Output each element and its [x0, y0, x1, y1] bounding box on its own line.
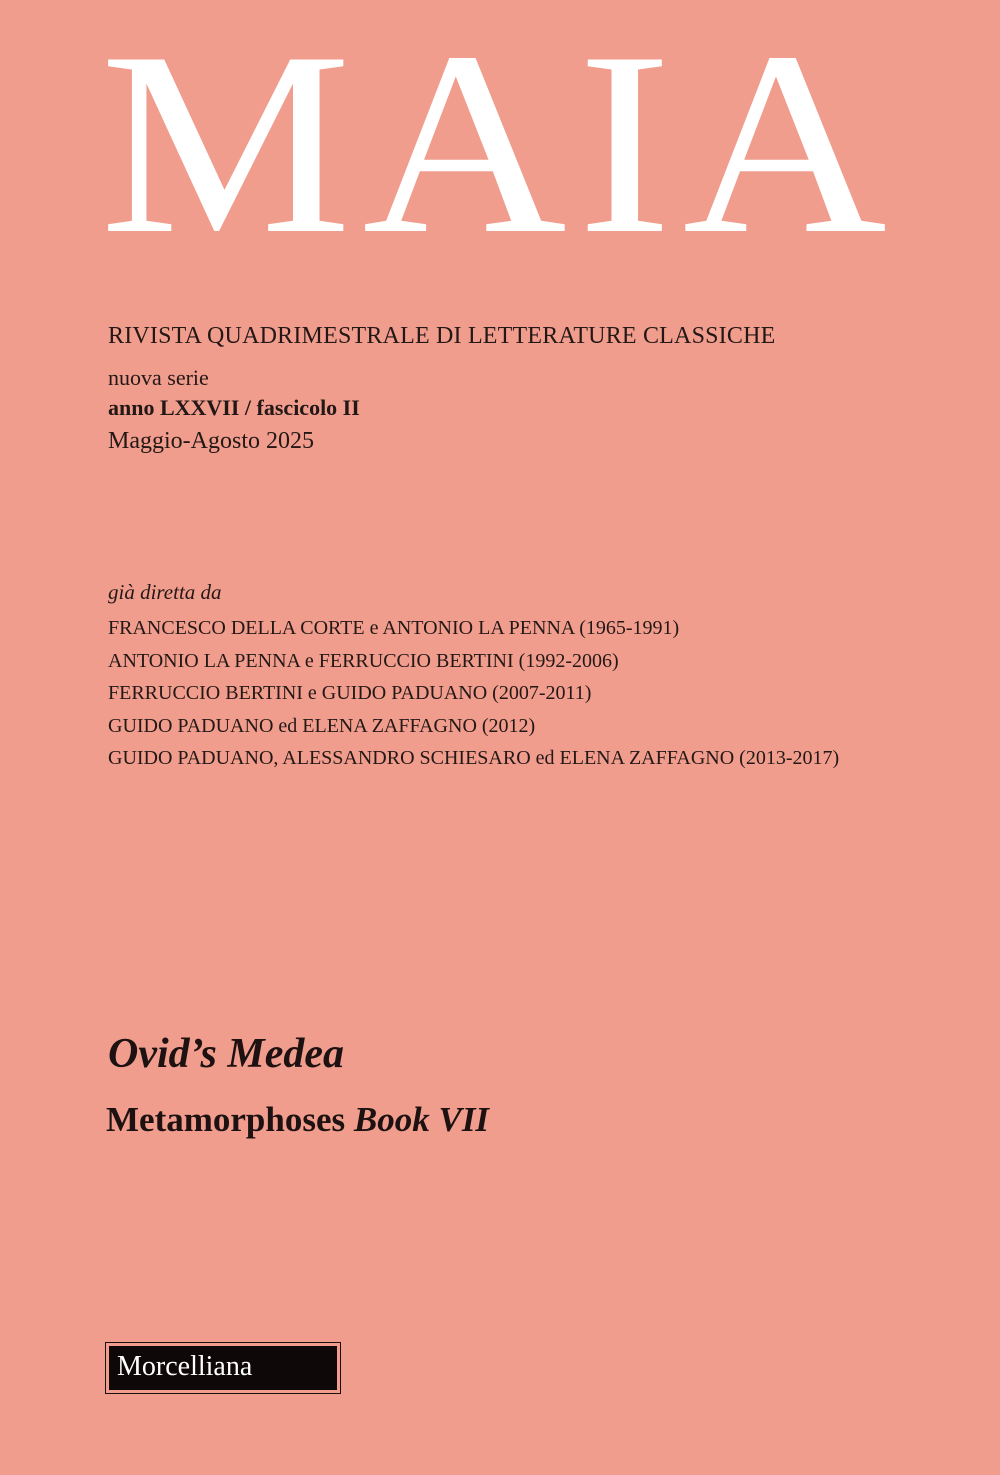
issue-date: Maggio-Agosto 2025 [108, 428, 314, 454]
director-entry: GUIDO PADUANO, ALESSANDRO SCHIESARO ed ELENA ZAFFAGNO (2013-2017) [108, 747, 840, 769]
book-title: Ovid’s Medea [108, 1031, 344, 1077]
publisher-logo [105, 1342, 341, 1394]
book-subtitle-main: Metamorphoses [106, 1100, 346, 1139]
publisher-name: Morcelliana [109, 1346, 337, 1390]
book-subtitle [106, 1100, 489, 1140]
director-entry: GUIDO PADUANO ed ELENA ZAFFAGNO (2012) [108, 714, 536, 737]
issue-label: anno LXXVII / fascicolo II [108, 395, 360, 420]
book-subtitle-italic: Book VII [353, 1100, 490, 1139]
director-entry: FERRUCCIO BERTINI e GUIDO PADUANO (2007-2011) [108, 682, 592, 704]
masthead-title: MAIA [100, 0, 898, 288]
directors-list [108, 612, 839, 775]
journal-subtitle: RIVISTA QUADRIMESTRALE DI LETTERATURE CLASSICHE [108, 323, 776, 349]
series-label: nuova serie [108, 365, 209, 390]
director-entry: FRANCESCO DELLA CORTE e ANTONIO LA PENNA (1965-1991) [108, 617, 680, 639]
directed-by-label: già diretta da [108, 580, 222, 604]
director-entry: ANTONIO LA PENNA e FERRUCCIO BERTINI (1992-2006) [108, 649, 619, 672]
